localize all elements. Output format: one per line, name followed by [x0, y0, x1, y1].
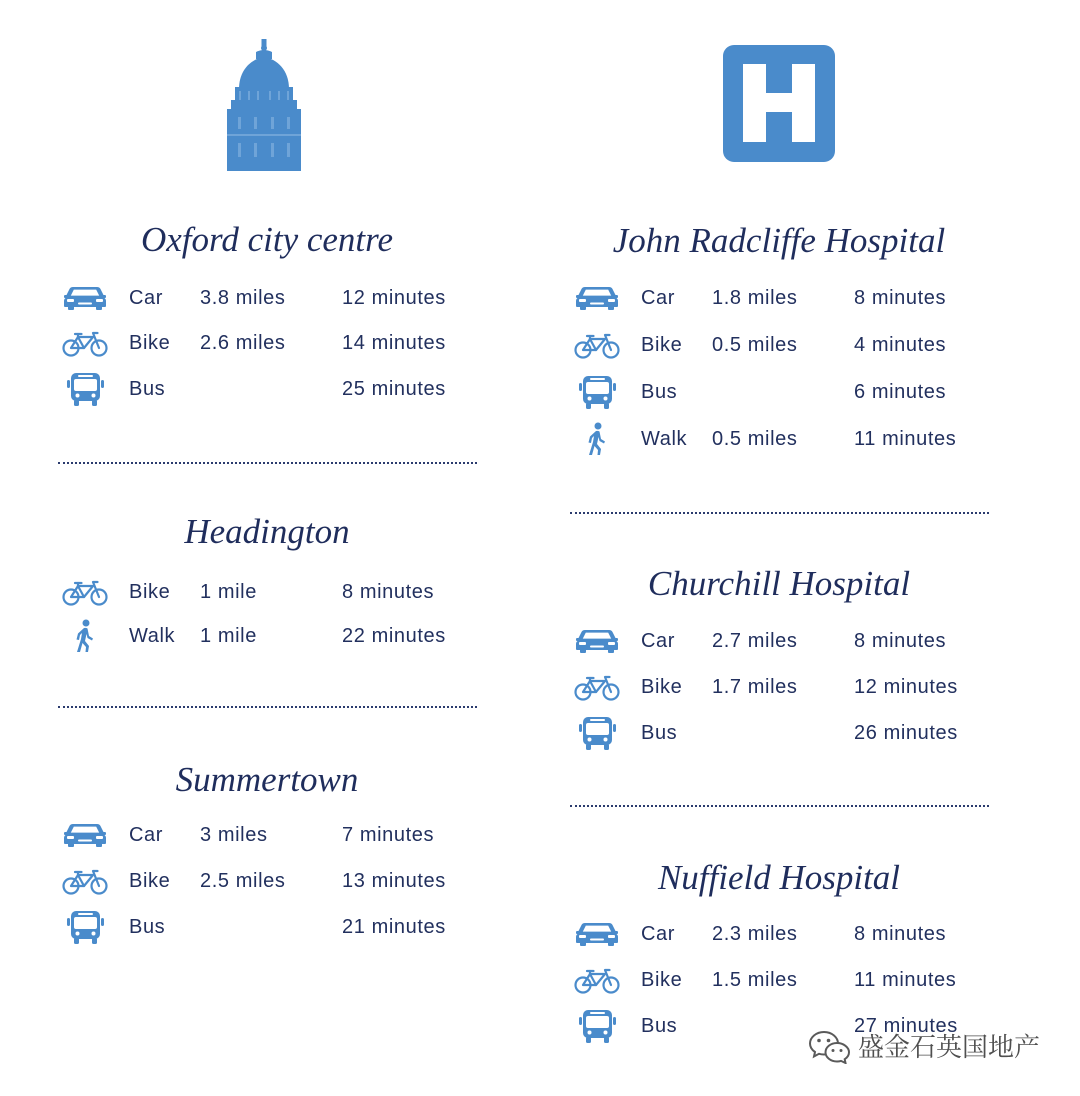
- distance: 0.5 miles: [712, 428, 798, 450]
- bike-icon: [62, 328, 108, 358]
- mode-label: Car: [129, 287, 164, 309]
- distance: 2.6 miles: [200, 332, 286, 354]
- distance: 1.7 miles: [712, 676, 798, 698]
- travel-time: 4 minutes: [854, 334, 947, 356]
- distance: 1.5 miles: [712, 969, 798, 991]
- travel-row-bike: [574, 672, 994, 702]
- mode-label: Bus: [129, 916, 166, 938]
- bike-icon: [574, 672, 620, 702]
- bike-icon: [574, 330, 620, 360]
- travel-row-bike: [574, 965, 994, 995]
- destination-title: John Radcliffe Hospital: [612, 221, 946, 260]
- travel-time: 25 minutes: [342, 378, 446, 400]
- bus-icon: [574, 377, 620, 407]
- travel-time: 22 minutes: [342, 625, 446, 647]
- destination-title: Churchill Hospital: [647, 564, 911, 603]
- distance: 2.7 miles: [712, 630, 798, 652]
- travel-time: 7 minutes: [342, 824, 435, 846]
- mode-label: Car: [641, 630, 676, 652]
- destination-title: Oxford city centre: [140, 220, 394, 259]
- car-icon: [62, 283, 108, 313]
- destination-title: Headington: [184, 512, 350, 551]
- mode-label: Bike: [641, 969, 683, 991]
- travel-time: 8 minutes: [342, 581, 435, 603]
- travel-time: 11 minutes: [854, 428, 957, 450]
- bike-icon: [62, 577, 108, 607]
- travel-time: 26 minutes: [854, 722, 958, 744]
- mode-label: Bike: [129, 332, 171, 354]
- travel-time: 6 minutes: [854, 381, 947, 403]
- watermark: [808, 1028, 1058, 1068]
- distance: 1 mile: [200, 625, 257, 647]
- mode-label: Bus: [641, 1015, 678, 1037]
- bus-icon: [574, 1011, 620, 1041]
- travel-time: 8 minutes: [854, 630, 947, 652]
- travel-row-car: [62, 283, 482, 313]
- mode-label: Bike: [129, 870, 171, 892]
- travel-row-bike: [574, 330, 994, 360]
- bike-icon: [574, 965, 620, 995]
- travel-row-car: [574, 919, 994, 949]
- travel-row-bus: [574, 718, 994, 748]
- watermark-text: 盛金石英国地产: [858, 1033, 1041, 1063]
- mode-label: Bike: [641, 676, 683, 698]
- travel-time: 11 minutes: [854, 969, 957, 991]
- bus-icon: [574, 718, 620, 748]
- bus-icon: [62, 374, 108, 404]
- travel-row-bike: [62, 866, 482, 896]
- travel-time: 12 minutes: [854, 676, 958, 698]
- mode-label: Walk: [641, 428, 688, 450]
- mode-label: Bike: [641, 334, 683, 356]
- travel-row-bus: [62, 912, 482, 942]
- mode-label: Bus: [641, 381, 678, 403]
- mode-label: Car: [641, 923, 676, 945]
- radcliffe-camera-icon: [226, 39, 302, 171]
- distance: 2.5 miles: [200, 870, 286, 892]
- travel-row-bus: [62, 374, 482, 404]
- travel-time: 27 minutes: [854, 1015, 958, 1037]
- travel-time: 21 minutes: [342, 916, 446, 938]
- travel-time: 14 minutes: [342, 332, 446, 354]
- hospital-sign-icon: [723, 45, 835, 162]
- destination-title: Summertown: [175, 760, 359, 799]
- mode-label: Walk: [129, 625, 176, 647]
- distance: 1 mile: [200, 581, 257, 603]
- travel-row-walk: [62, 621, 482, 651]
- distance: 3 miles: [200, 824, 268, 846]
- travel-row-bus: [574, 377, 994, 407]
- car-icon: [574, 283, 620, 313]
- dotted-divider: [570, 805, 989, 807]
- mode-label: Car: [129, 824, 164, 846]
- car-icon: [574, 626, 620, 656]
- dotted-divider: [58, 706, 477, 708]
- car-icon: [574, 919, 620, 949]
- destination-title: Nuffield Hospital: [657, 858, 901, 897]
- distance: 0.5 miles: [712, 334, 798, 356]
- bus-icon: [62, 912, 108, 942]
- walk-icon: [62, 621, 108, 651]
- dotted-divider: [58, 462, 477, 464]
- mode-label: Bus: [129, 378, 166, 400]
- travel-row-car: [574, 626, 994, 656]
- walk-icon: [574, 424, 620, 454]
- bike-icon: [62, 866, 108, 896]
- travel-time: 12 minutes: [342, 287, 446, 309]
- travel-time: 8 minutes: [854, 923, 947, 945]
- car-icon: [62, 820, 108, 850]
- mode-label: Bike: [129, 581, 171, 603]
- distance: 1.8 miles: [712, 287, 798, 309]
- travel-time: 13 minutes: [342, 870, 446, 892]
- travel-row-walk: [574, 424, 994, 454]
- distance: 2.3 miles: [712, 923, 798, 945]
- dotted-divider: [570, 512, 989, 514]
- travel-row-bike: [62, 577, 482, 607]
- travel-row-car: [574, 283, 994, 313]
- travel-row-bike: [62, 328, 482, 358]
- travel-time: 8 minutes: [854, 287, 947, 309]
- distance: 3.8 miles: [200, 287, 286, 309]
- mode-label: Bus: [641, 722, 678, 744]
- wechat-icon: [808, 1030, 852, 1069]
- travel-row-car: [62, 820, 482, 850]
- mode-label: Car: [641, 287, 676, 309]
